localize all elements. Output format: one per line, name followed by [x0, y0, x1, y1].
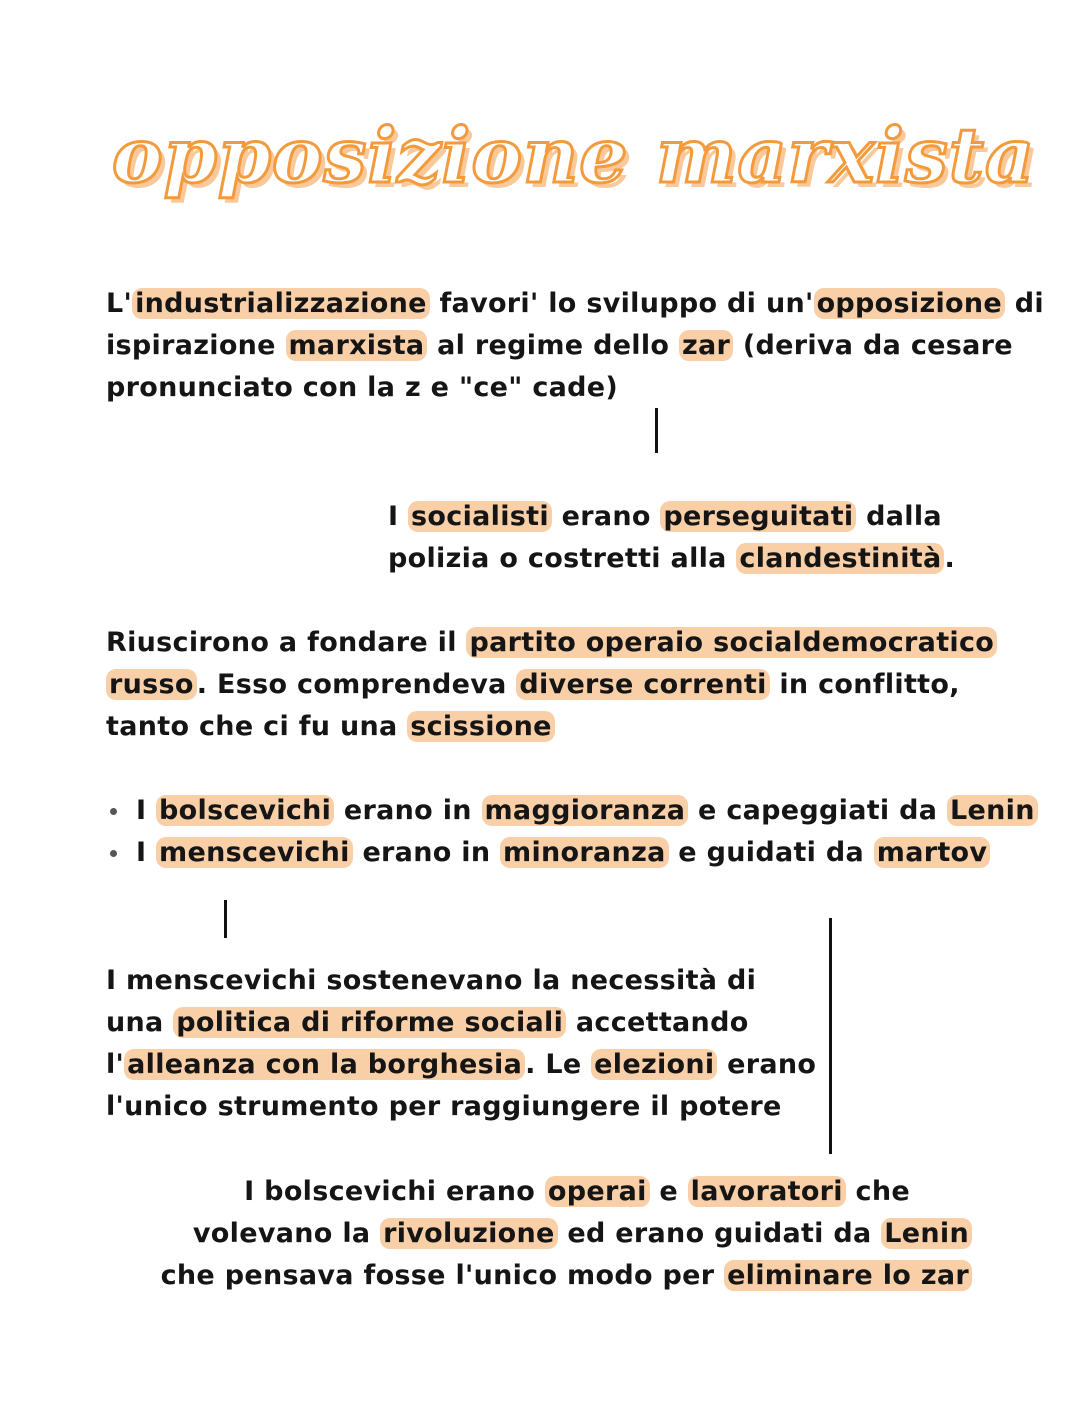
highlight: partito operaio socialdemocratico — [466, 627, 997, 658]
highlight: operai — [545, 1176, 650, 1207]
text-line: una politica di riforme sociali accettando — [106, 1007, 749, 1038]
list-item: I menscevichi erano in minoranza e guidati da martov — [106, 832, 1038, 874]
text-line: I bolscevichi erano operai e lavoratori che — [244, 1176, 910, 1207]
highlight: scissione — [407, 711, 555, 742]
text-line: l'unico strumento per raggiungere il potere — [106, 1091, 782, 1122]
list-item: I bolscevichi erano in maggioranza e capeggiati da Lenin — [106, 790, 1038, 832]
page-title: opposizione marxista — [112, 111, 1036, 200]
highlight: eliminare lo zar — [724, 1260, 972, 1291]
highlight: politica di riforme sociali — [173, 1007, 566, 1038]
highlight: menscevichi — [156, 837, 353, 868]
connector-line — [655, 408, 658, 453]
text-line: che pensava fosse l'unico modo per eliminare lo zar — [161, 1255, 972, 1297]
highlight: bolscevichi — [156, 795, 334, 826]
connector-line — [829, 918, 832, 1154]
highlight: perseguitati — [660, 501, 856, 532]
text-line: Riuscirono a fondare il partito operaio socialdemocratico — [106, 622, 997, 664]
text-line: ispirazione marxista al regime dello zar (deriva da cesare — [106, 330, 1013, 361]
highlight: industrializzazione — [132, 288, 430, 319]
highlight: alleanza con la borghesia — [124, 1049, 525, 1080]
paragraph-menscevichi — [106, 960, 816, 1128]
highlight: minoranza — [500, 837, 669, 868]
connector-line — [224, 900, 227, 938]
paragraph-industrializzazione — [106, 283, 1044, 409]
bullet-list — [106, 790, 1038, 874]
highlight: Lenin — [881, 1218, 972, 1249]
highlight: lavoratori — [688, 1176, 846, 1207]
highlight: russo — [106, 669, 197, 700]
paragraph-socialisti — [388, 496, 955, 580]
highlight: marxista — [286, 330, 428, 361]
highlight: diverse correnti — [516, 669, 769, 700]
highlight: zar — [679, 330, 733, 361]
text-line: volevano la rivoluzione ed erano guidati da Lenin — [161, 1213, 972, 1255]
paragraph-partito — [106, 622, 997, 748]
text-line: polizia o costretti alla clandestinità . — [388, 543, 956, 574]
highlight: martov — [874, 837, 991, 868]
highlight: opposizione — [814, 288, 1005, 319]
text-line: russo . Esso comprendeva diverse correnti in conflitto, — [106, 664, 997, 706]
highlight: socialisti — [408, 501, 552, 532]
paragraph-bolscevichi — [161, 1171, 972, 1297]
text-line: tanto che ci fu una scissione — [106, 706, 997, 748]
highlight: Lenin — [947, 795, 1038, 826]
text-line: L' industrializzazione favori' lo sviluppo di un' opposizione di — [106, 288, 1044, 319]
text-line: l' alleanza con la borghesia . Le elezioni erano — [106, 1049, 817, 1080]
text-line: pronunciato con la z e "ce" cade) — [106, 372, 619, 403]
highlight: maggioranza — [482, 795, 689, 826]
text-line: I menscevichi sostenevano la necessità di — [106, 965, 757, 996]
highlight: elezioni — [591, 1049, 717, 1080]
highlight: clandestinità — [736, 543, 944, 574]
highlight: rivoluzione — [380, 1218, 558, 1249]
text-line: I socialisti erano perseguitati dalla — [388, 501, 942, 532]
